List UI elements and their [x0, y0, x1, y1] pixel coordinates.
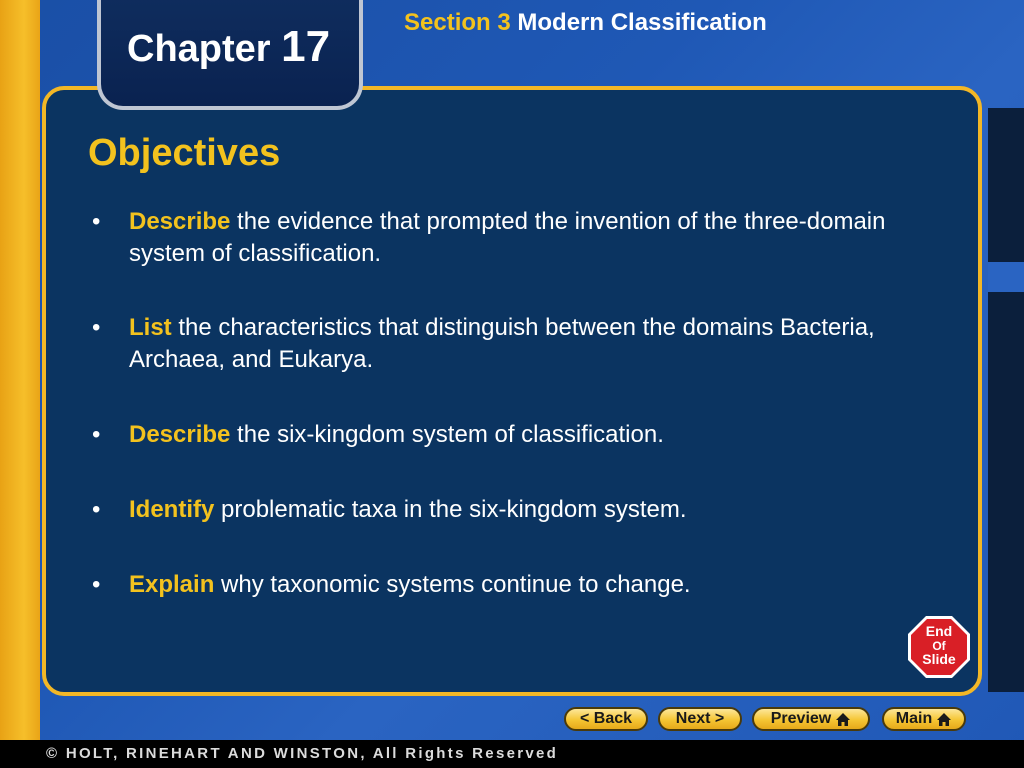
- bullet-text: why taxonomic systems continue to change.: [214, 571, 691, 598]
- copyright-text: © HOLT, RINEHART AND WINSTON, All Rights Reserved: [46, 745, 559, 762]
- main-button[interactable]: [882, 707, 966, 731]
- left-accent-strip: [0, 0, 40, 740]
- next-button-label: Next >: [675, 710, 725, 727]
- right-dark-block-bottom: [988, 292, 1024, 692]
- bullet-keyword: Describe: [129, 208, 231, 235]
- list-item: [92, 312, 942, 376]
- end-of-slide-line2: Of: [932, 639, 946, 653]
- footer: [0, 740, 1024, 768]
- bullet-icon: •: [92, 421, 101, 448]
- end-of-slide-line3: Slide: [922, 651, 956, 667]
- bullet-icon: •: [92, 496, 101, 523]
- home-icon: [835, 712, 851, 727]
- bullet-icon: •: [92, 208, 101, 235]
- section-header: [404, 9, 767, 37]
- stop-sign-icon: [906, 614, 972, 680]
- list-item: [92, 494, 942, 526]
- bullet-icon: •: [92, 571, 101, 598]
- bullet-text: the characteristics that distinguish between the domains Bacteria, Archaea, and Eukarya.: [129, 314, 875, 373]
- back-button-label: < Back: [579, 710, 633, 727]
- bullet-text: the evidence that prompted the invention of the three-domain system of classification.: [129, 208, 886, 267]
- objectives-list: [92, 206, 942, 601]
- preview-button-label: Preview: [770, 710, 832, 727]
- chapter-tab: [97, 0, 363, 110]
- bullet-text: problematic taxa in the six-kingdom system.: [214, 496, 687, 523]
- right-stripe: [988, 262, 1024, 292]
- list-item: [92, 206, 942, 270]
- main-button-label: Main: [895, 710, 933, 727]
- chapter-heading: [127, 22, 330, 72]
- next-button[interactable]: [658, 707, 742, 731]
- home-icon: [936, 712, 952, 727]
- chapter-number: 17: [281, 22, 331, 71]
- section-title: Modern Classification: [517, 9, 767, 36]
- bullet-text: the six-kingdom system of classification.: [230, 421, 664, 448]
- chapter-word: Chapter: [127, 28, 271, 70]
- end-of-slide-button[interactable]: [906, 614, 972, 680]
- back-button[interactable]: [564, 707, 648, 731]
- slide-title: Objectives: [88, 132, 281, 174]
- bullet-icon: •: [92, 314, 101, 341]
- right-dark-block-top: [988, 108, 1024, 262]
- end-of-slide-line1: End: [925, 623, 953, 639]
- section-label: Section 3: [404, 9, 511, 36]
- bullet-keyword: List: [129, 314, 172, 341]
- preview-button[interactable]: [752, 707, 870, 731]
- bullet-keyword: Describe: [129, 421, 231, 448]
- list-item: [92, 419, 942, 451]
- bullet-keyword: Explain: [129, 571, 215, 598]
- list-item: [92, 569, 942, 601]
- bullet-keyword: Identify: [129, 496, 215, 523]
